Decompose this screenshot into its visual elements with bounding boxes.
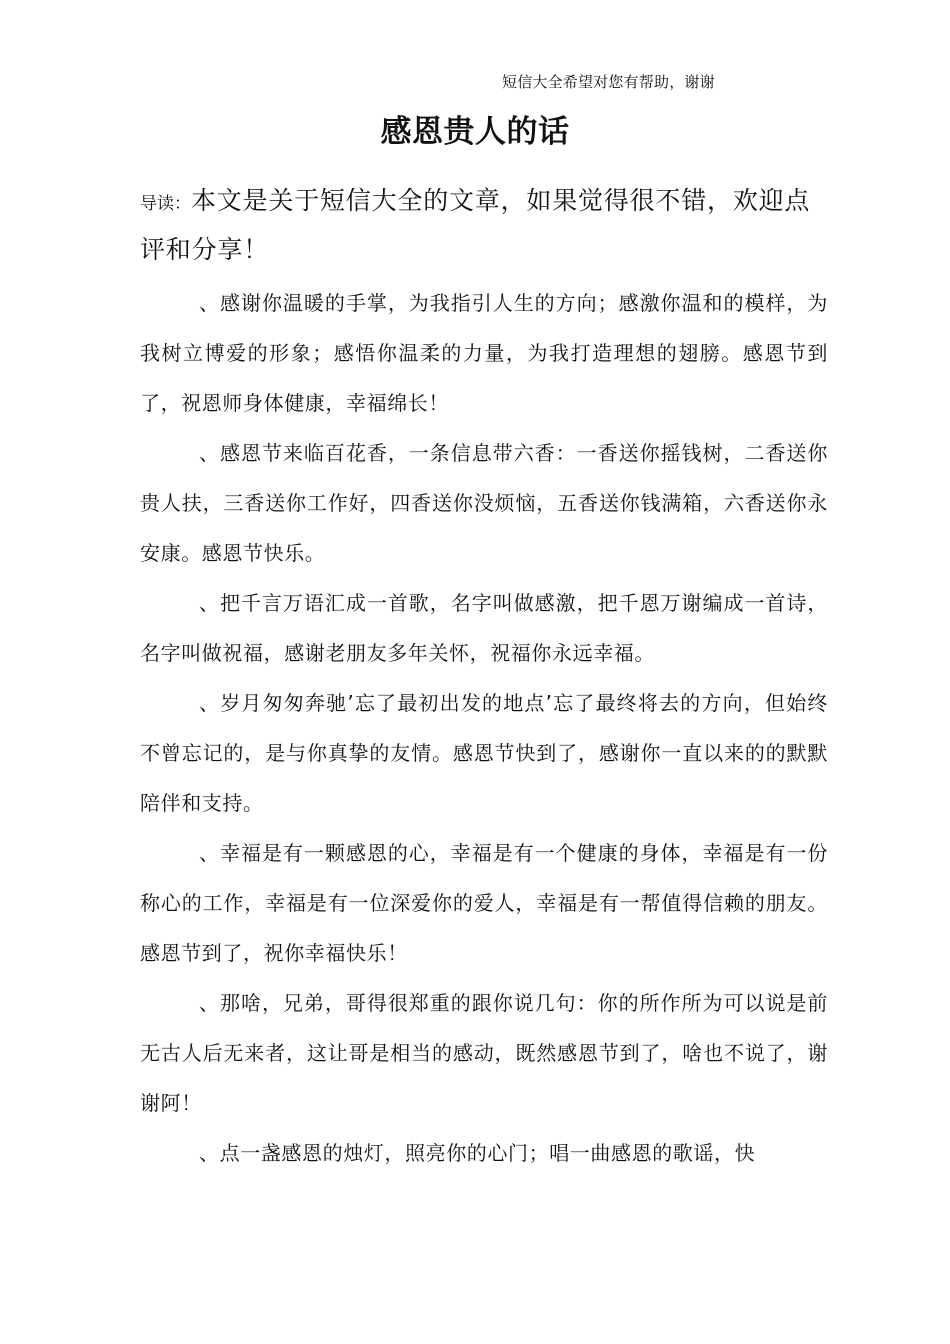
message-item-6: 、那啥，兄弟，哥得很郑重的跟你说几句：你的所作所为可以说是前无古人后无来者，这让哥是相当的感动，既然感恩节到了，啥也不说了，谢谢阿！ bbox=[140, 991, 828, 1115]
message-list bbox=[140, 278, 828, 1178]
intro-text: 本文是关于短信大全的文章，如果觉得很不错，欢迎点评和分享！ bbox=[140, 186, 811, 264]
message-item-5: 、幸福是有一颗感恩的心，幸福是有一个健康的身体，幸福是有一份称心的工作，幸福是有一位深爱你的爱人，幸福是有一帮值得信赖的朋友。感恩节到了，祝你幸福快乐！ bbox=[140, 841, 828, 965]
document-title: 感恩贵人的话 bbox=[380, 114, 570, 150]
message-item-1: 、感谢你温暖的手掌，为我指引人生的方向；感激你温和的模样，为我树立博爱的形象；感悟你温柔的力量，为我打造理想的翅膀。感恩节到了，祝恩师身体健康，幸福绵长！ bbox=[140, 291, 828, 415]
message-item-3: 、把千言万语汇成一首歌，名字叫做感激，把千恩万谢编成一首诗，名字叫做祝福，感谢老朋友多年关怀，祝福你永远幸福。 bbox=[140, 591, 828, 665]
header-note: 短信大全希望对您有帮助，谢谢 bbox=[502, 73, 715, 91]
intro-label: 导读： bbox=[140, 194, 191, 214]
message-item-7: 、点一盏感恩的烛灯，照亮你的心门；唱一曲感恩的歌谣，快 bbox=[199, 1141, 756, 1165]
intro-paragraph bbox=[140, 178, 820, 273]
message-item-2: 、感恩节来临百花香，一条信息带六香：一香送你摇钱树，二香送你贵人扶，三香送你工作好，四香送你没烦恼，五香送你钱满箱，六香送你永安康。感恩节快乐。 bbox=[140, 441, 828, 565]
message-item-4: 、岁月匆匆奔驰’忘了最初出发的地点’忘了最终将去的方向，但始终不曾忘记的，是与你真挚的友情。感恩节快到了，感谢你一直以来的的默默陪伴和支持。 bbox=[140, 691, 828, 815]
